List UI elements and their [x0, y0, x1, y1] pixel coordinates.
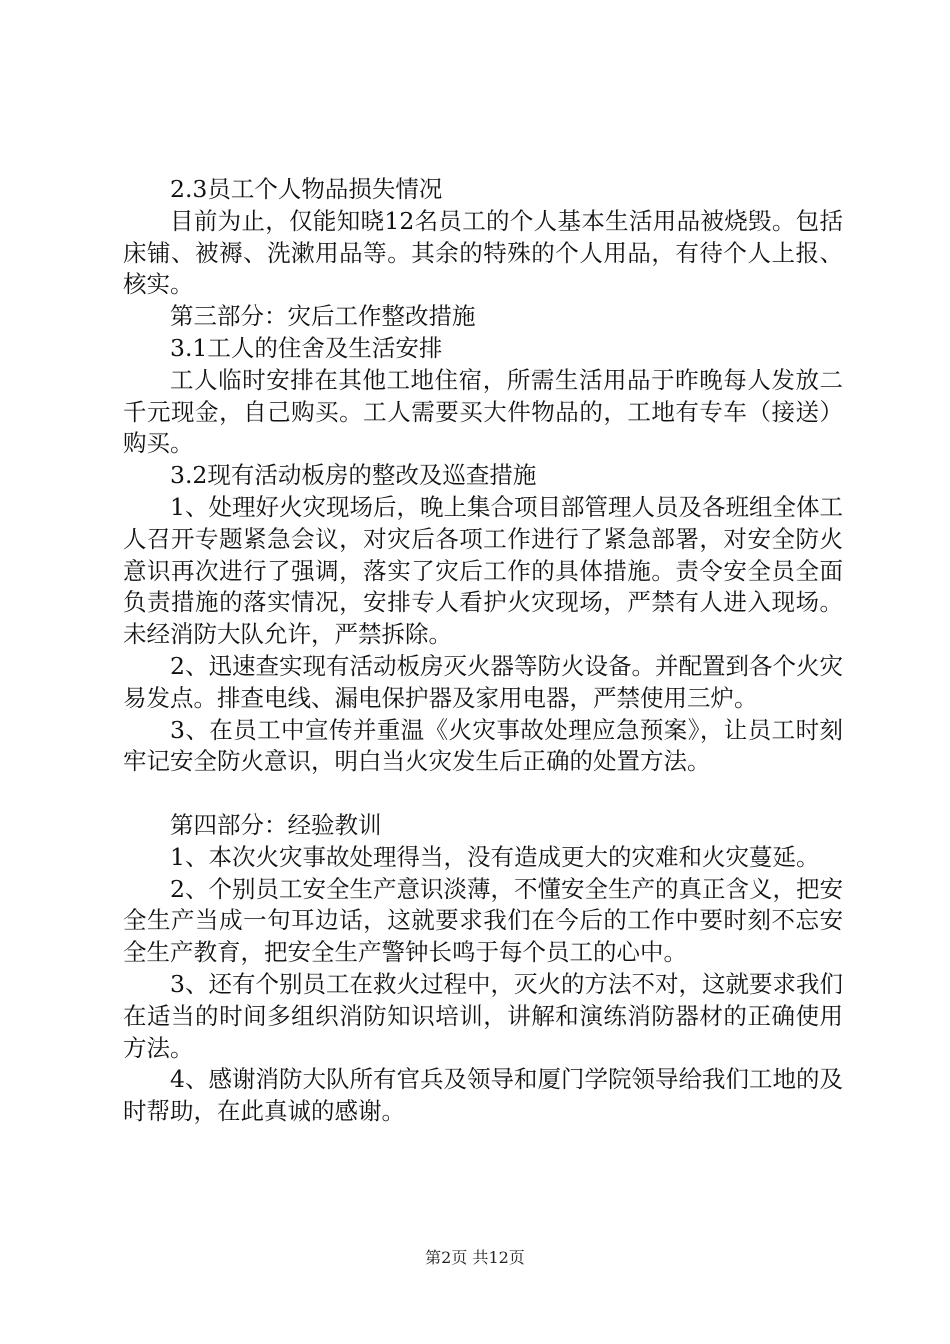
blank-line — [123, 778, 843, 810]
paragraph-measure-2: 2、迅速查实现有活动板房灭火器等防火设备。并配置到各个火灾易发点。排查电线、漏电保护器及家用电器，严禁使用三炉。 — [123, 651, 843, 712]
paragraph-lesson-3: 3、还有个别员工在救火过程中，灭火的方法不对，这就要求我们在适当的时间多组织消防知识培训，讲解和演练消防器材的正确使用方法。 — [123, 969, 843, 1062]
document-body — [123, 174, 843, 1128]
paragraph-lesson-1: 1、本次火灾事故处理得当，没有造成更大的灾难和火灾蔓延。 — [170, 842, 820, 871]
paragraph-personal-loss: 目前为止，仅能知晓12名员工的个人基本生活用品被烧毁。包括床铺、被褥、洗漱用品等。其余的特殊的个人用品，有待个人上报、核实。 — [123, 206, 843, 299]
part-four-heading: 第四部分：经验教训 — [170, 810, 382, 839]
part-three-heading: 第三部分：灾后工作整改措施 — [170, 302, 476, 331]
page-number-footer: 第2页 共12页 — [425, 1248, 525, 1267]
paragraph-worker-housing: 工人临时安排在其他工地住宿，所需生活用品于昨晚每人发放二千元现金，自己购买。工人需要买大件物品的，工地有专车（接送）购买。 — [123, 365, 843, 458]
paragraph-measure-1: 1、处理好火灾现场后，晚上集合项目部管理人员及各班组全体工人召开专题紧急会议，对灾后各项工作进行了紧急部署，对安全防火意识再次进行了强调，落实了灾后工作的具体措施。责令安全员全面负责措施的落实情况，安排专人看护火灾现场，严禁有人进入现场。未经消防大队允许，严禁拆除。 — [123, 492, 843, 649]
paragraph-lesson-4: 4、感谢消防大队所有官兵及领导和厦门学院领导给我们工地的及时帮助，在此真诚的感谢。 — [123, 1065, 843, 1126]
section-heading-2-3: 2.3员工个人物品损失情况 — [170, 175, 443, 203]
paragraph-measure-3: 3、在员工中宣传并重温《火灾事故处理应急预案》，让员工时刻牢记安全防火意识，明白当火灾发生后正确的处置方法。 — [123, 715, 843, 776]
section-heading-3-2: 3.2现有活动板房的整改及巡查措施 — [170, 461, 537, 490]
section-heading-3-1: 3.1工人的住舍及生活安排 — [170, 333, 443, 362]
paragraph-lesson-2: 2、个别员工安全生产意识淡薄，不懂安全生产的真正含义，把安全生产当成一句耳边话，这就要求我们在今后的工作中要时刻不忘安全生产教育，把安全生产警钟长鸣于每个员工的心中。 — [123, 874, 843, 967]
